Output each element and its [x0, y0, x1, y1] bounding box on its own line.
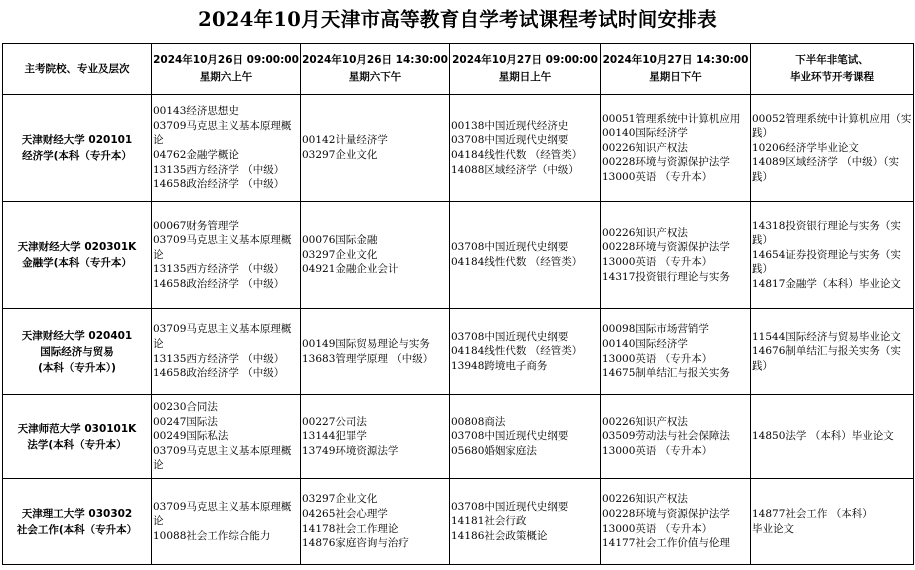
course-item: 00226知识产权法 — [602, 415, 688, 428]
course-item: 05680婚姻家庭法 — [451, 444, 537, 457]
program-line: 社会工作(本科（专升本） — [16, 523, 138, 536]
course-cell — [152, 309, 301, 395]
course-item: 13135西方经济学 （中级） — [153, 352, 285, 365]
course-item: 14178社会工作理论 — [302, 522, 399, 535]
course-item: 14181社会行政 — [451, 515, 527, 528]
course-item: 14177社会工作价值与伦理 — [602, 537, 730, 550]
course-item: 13948跨境电子商务 — [451, 359, 548, 372]
course-item: 14877社会工作 （本科） — [752, 507, 873, 520]
course-cell — [152, 395, 301, 479]
course-cell — [751, 202, 914, 309]
course-item: 03297企业文化 — [302, 149, 378, 161]
course-item: 13144犯罪学 — [302, 430, 367, 443]
course-cell — [301, 309, 450, 395]
course-item: 00098国际市场营销学 — [602, 323, 709, 336]
course-item: 00249国际私法 — [153, 430, 229, 443]
course-item: 00149国际贸易理论与实务 — [302, 337, 430, 350]
course-cell — [751, 479, 914, 565]
course-item: 14676制单结汇与报关实务（实践） — [752, 345, 901, 372]
course-item: 03708中国近现代史纲要 — [451, 500, 569, 513]
course-item: 14817金融学（本科）毕业论文 — [752, 277, 901, 290]
program-line: 天津财经大学 020301K — [17, 241, 137, 253]
course-item: 14088区域经济学（中级） — [451, 163, 579, 176]
course-item: 14186社会政策概论 — [451, 529, 548, 542]
course-cell — [301, 202, 450, 309]
course-item: 13000英语 （专升本） — [602, 352, 713, 365]
course-item: 10088社会工作综合能力 — [153, 529, 271, 542]
table-row — [3, 95, 914, 202]
session-period: 星期日上午 — [498, 71, 552, 83]
program-cell — [3, 479, 152, 565]
session-period: 星期日下午 — [649, 71, 702, 83]
course-item: 13135西方经济学 （中级） — [153, 263, 285, 276]
course-cell — [601, 309, 751, 395]
course-item: 14658政治经济学 （中级） — [153, 367, 285, 380]
course-item: 03297企业文化 — [302, 493, 378, 506]
course-item: 14318投资银行理论与实务（实践） — [752, 219, 901, 247]
course-item: 03708中国近现代史纲要 — [451, 430, 569, 443]
course-item: 04184线性代数 （经管类） — [451, 256, 583, 268]
course-item: 00226知识产权法 — [602, 141, 688, 154]
course-cell — [301, 95, 450, 202]
course-cell — [152, 479, 301, 565]
course-cell — [751, 309, 914, 395]
course-item: 00067财务管理学 — [153, 219, 239, 232]
program-line: 天津财经大学 020401 — [21, 329, 133, 342]
course-item: 00140国际经济学 — [602, 127, 688, 140]
program-line: 国际经济与贸易 — [40, 345, 114, 358]
course-cell — [450, 479, 601, 565]
course-item: 03709马克思主义基本原理概论 — [153, 500, 292, 528]
course-cell — [450, 309, 601, 395]
course-item: 00140国际经济学 — [602, 337, 688, 350]
course-item: 14876家庭咨询与治疗 — [302, 537, 409, 550]
course-item: 00227公司法 — [302, 415, 367, 428]
program-line: 天津师范大学 030101K — [17, 422, 137, 435]
course-cell — [450, 202, 601, 309]
course-item: 03708中国近现代史纲要 — [451, 330, 569, 343]
header-session — [751, 44, 914, 95]
program-line: 金融学(本科（专升本） — [22, 257, 132, 269]
header-session — [450, 44, 601, 95]
table-row — [3, 395, 914, 479]
header-program: 主考院校、专业及层次 — [3, 44, 152, 95]
course-item: 毕业论文 — [752, 522, 794, 535]
program-cell — [3, 395, 152, 479]
course-item: 03709马克思主义基本原理概论 — [153, 444, 292, 472]
page-title: 2024年10月天津市高等教育自学考试课程考试时间安排表 — [198, 8, 717, 31]
header-session — [601, 44, 751, 95]
course-item: 04184线性代数 （经管类） — [451, 149, 583, 161]
table-row — [3, 202, 914, 309]
program-line: 天津财经大学 020101 — [21, 134, 133, 146]
course-item: 00051管理系统中计算机应用 — [602, 112, 741, 125]
course-item: 14658政治经济学 （中级） — [153, 178, 285, 191]
course-cell — [301, 479, 450, 565]
course-item: 00228环境与资源保护法学 — [602, 156, 730, 169]
course-item: 13000英语 （专升本） — [602, 444, 713, 457]
course-item: 14675制单结汇与报关实务 — [602, 367, 730, 380]
table-row — [3, 479, 914, 565]
course-item: 14654证券投资理论与实务（实践） — [752, 248, 901, 276]
course-item: 04921金融企业会计 — [302, 263, 399, 276]
course-item: 03709马克思主义基本原理概论 — [153, 119, 292, 147]
session-date: 2024年10月27日 09:00:00 — [452, 54, 598, 66]
program-cell — [3, 309, 152, 395]
course-cell — [301, 395, 450, 479]
course-item: 00808商法 — [451, 415, 506, 428]
course-item: 03708中国近现代史纲要 — [451, 134, 569, 147]
course-item: 00226知识产权法 — [602, 226, 688, 239]
course-item: 14317投资银行理论与实务 — [602, 270, 730, 283]
session-period: 星期六上午 — [199, 71, 253, 83]
course-item: 03297企业文化 — [302, 248, 378, 261]
course-item: 00142计量经济学 — [302, 134, 388, 147]
program-line: (本科（专升本）) — [38, 361, 116, 374]
course-cell — [450, 95, 601, 202]
program-line: 经济学(本科（专升本） — [22, 150, 132, 162]
course-item: 00138中国近现代经济史 — [451, 119, 569, 132]
course-item: 13000英语 （专升本） — [602, 256, 713, 268]
course-item: 00228环境与资源保护法学 — [602, 241, 730, 254]
program-cell — [3, 95, 152, 202]
session-date: 2024年10月27日 14:30:00 — [602, 54, 749, 66]
course-item: 00143经济思想史 — [153, 105, 239, 118]
course-cell — [450, 395, 601, 479]
course-item: 13000英语 （专升本） — [602, 170, 713, 183]
course-item: 03709马克思主义基本原理概论 — [153, 234, 292, 261]
course-cell — [751, 395, 914, 479]
course-item: 03708中国近现代史纲要 — [451, 241, 569, 254]
course-item: 13683管理学原理 （中级） — [302, 352, 434, 365]
session-date: 2024年10月26日 09:00:00 — [153, 54, 299, 66]
course-item: 04184线性代数 （经管类） — [451, 345, 583, 358]
course-item: 00228环境与资源保护法学 — [602, 507, 730, 520]
course-item: 11544国际经济与贸易毕业论文 — [752, 330, 901, 343]
course-cell — [601, 95, 751, 202]
course-item: 00230合同法 — [153, 401, 218, 414]
course-item: 14658政治经济学 （中级） — [153, 277, 285, 290]
exam-schedule-table — [2, 43, 914, 565]
session-period: 毕业环节开考课程 — [790, 71, 874, 83]
session-date: 下半年非笔试、 — [795, 54, 869, 66]
course-cell — [601, 395, 751, 479]
course-item: 03709马克思主义基本原理概论 — [153, 323, 292, 350]
session-period: 星期六下午 — [348, 71, 402, 83]
course-item: 00076国际金融 — [302, 234, 378, 247]
session-date: 2024年10月26日 14:30:00 — [302, 54, 448, 66]
course-item: 00226知识产权法 — [602, 493, 688, 506]
program-cell — [3, 202, 152, 309]
header-session — [152, 44, 301, 95]
course-item: 14850法学 （本科）毕业论文 — [752, 430, 894, 443]
course-item: 13135西方经济学 （中级） — [153, 163, 285, 176]
course-cell — [601, 479, 751, 565]
header-session — [301, 44, 450, 95]
program-line: 法学(本科（专升本） — [27, 438, 127, 451]
course-cell — [152, 95, 301, 202]
course-cell — [601, 202, 751, 309]
header-row — [3, 44, 914, 95]
course-item: 00247国际法 — [153, 415, 218, 428]
course-item: 00052管理系统中计算机应用（实践） — [752, 112, 912, 140]
course-item: 04762金融学概论 — [153, 149, 239, 161]
course-item: 04265社会心理学 — [302, 507, 388, 520]
course-item: 13749环境资源法学 — [302, 444, 399, 457]
course-item: 03509劳动法与社会保障法 — [602, 430, 730, 443]
program-line: 天津理工大学 030302 — [21, 507, 133, 520]
course-item: 14089区域经济学 （中级）（实践） — [752, 156, 899, 183]
course-item: 13000英语 （专升本） — [602, 522, 713, 535]
course-item: 10206经济学毕业论文 — [752, 141, 859, 154]
course-cell — [152, 202, 301, 309]
course-cell — [751, 95, 914, 202]
table-row — [3, 309, 914, 395]
